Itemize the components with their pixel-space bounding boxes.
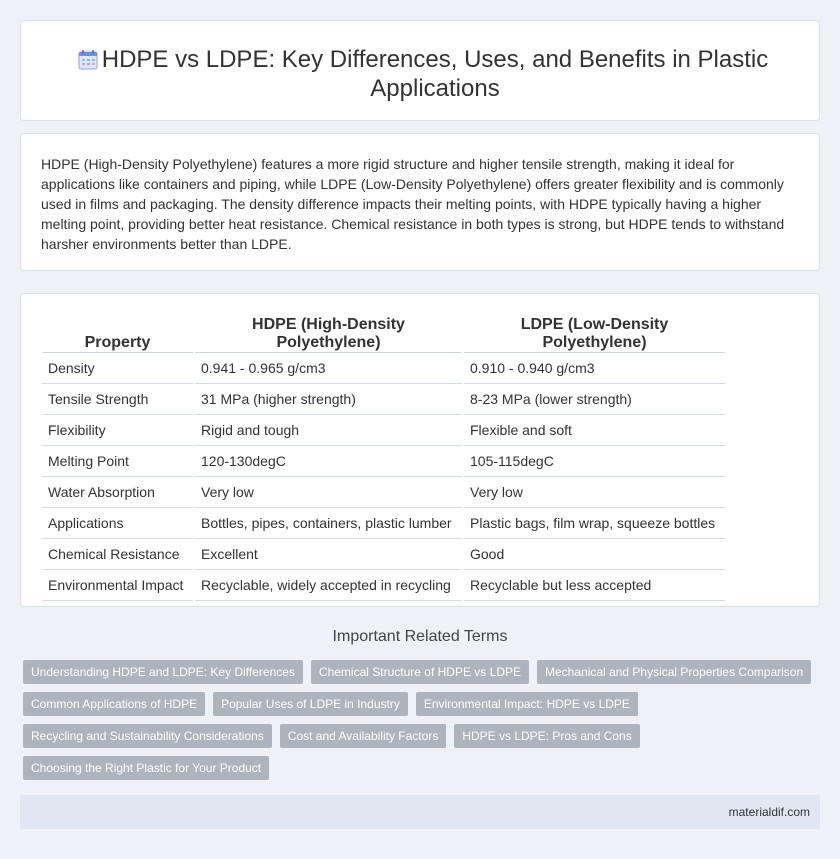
- summary-paragraph: HDPE (High-Density Polyethylene) features a more rigid structure and higher tensile strength, making it ideal for applications like containers and piping, while LDPE (Low-Density Polyethylene) offers greater flexibility and is commonly used in films and packaging. The density difference impacts their melting points, with HDPE typically having a higher melting point, providing better heat resistance. Chemical resistance in both types is strong, but HDPE tends to withstand harsher environments better than LDPE.: [41, 156, 785, 252]
- related-term-tag[interactable]: Common Applications of HDPE: [23, 692, 205, 716]
- table-row: [42, 384, 725, 415]
- hdpe-cell: 0.941 - 0.965 g/cm3: [194, 353, 463, 384]
- ldpe-cell: 105-115degC: [463, 446, 725, 477]
- ldpe-cell: Recyclable but less accepted: [463, 570, 725, 601]
- hdpe-cell: Excellent: [194, 539, 463, 570]
- summary-card: [20, 133, 820, 271]
- hdpe-cell: Very low: [194, 477, 463, 508]
- property-cell: Density: [42, 353, 194, 384]
- property-cell: Water Absorption: [42, 477, 194, 508]
- footer-site-name[interactable]: materialdif.com: [728, 805, 810, 819]
- hdpe-cell: 120-130degC: [194, 446, 463, 477]
- title-card: [20, 20, 820, 121]
- related-terms-heading: Important Related Terms: [332, 628, 508, 645]
- table-row: [42, 415, 725, 446]
- ldpe-cell: Flexible and soft: [463, 415, 725, 446]
- table-header-row: [42, 312, 725, 353]
- table-row: [42, 477, 725, 508]
- related-term-tag[interactable]: Popular Uses of LDPE in Industry: [213, 692, 408, 716]
- ldpe-cell: 0.910 - 0.940 g/cm3: [463, 353, 725, 384]
- property-cell: Melting Point: [42, 446, 194, 477]
- ldpe-cell: Very low: [463, 477, 725, 508]
- property-cell: Chemical Resistance: [42, 539, 194, 570]
- comparison-table-card: [20, 293, 820, 607]
- related-term-tag[interactable]: Environmental Impact: HDPE vs LDPE: [416, 692, 638, 716]
- related-term-tag[interactable]: Choosing the Right Plastic for Your Product: [23, 756, 269, 780]
- column-header-property: Property: [42, 312, 194, 353]
- table-row: [42, 446, 725, 477]
- hdpe-cell: Rigid and tough: [194, 415, 463, 446]
- related-term-tag[interactable]: Understanding HDPE and LDPE: Key Differences: [23, 660, 303, 684]
- related-term-tag[interactable]: Recycling and Sustainability Considerations: [23, 724, 272, 748]
- related-term-tag[interactable]: Cost and Availability Factors: [280, 724, 447, 748]
- related-term-tag[interactable]: Mechanical and Physical Properties Comparison: [537, 660, 811, 684]
- page-title: HDPE vs LDPE: Key Differences, Uses, and Benefits in Plastic Applications: [101, 46, 769, 102]
- hdpe-cell: Bottles, pipes, containers, plastic lumber: [194, 508, 463, 539]
- column-header-hdpe: HDPE (High-Density Polyethylene): [194, 312, 463, 353]
- related-term-tag[interactable]: HDPE vs LDPE: Pros and Cons: [454, 724, 639, 748]
- related-terms-list: [23, 660, 813, 780]
- footer: [20, 795, 820, 829]
- table-row: [42, 539, 725, 570]
- hdpe-cell: Recyclable, widely accepted in recycling: [194, 570, 463, 601]
- table-row: [42, 508, 725, 539]
- property-cell: Flexibility: [42, 415, 194, 446]
- property-cell: Tensile Strength: [42, 384, 194, 415]
- table-row: [42, 570, 725, 601]
- property-cell: Applications: [42, 508, 194, 539]
- related-term-tag[interactable]: Chemical Structure of HDPE vs LDPE: [311, 660, 529, 684]
- ldpe-cell: 8-23 MPa (lower strength): [463, 384, 725, 415]
- property-cell: Environmental Impact: [42, 570, 194, 601]
- ldpe-cell: Plastic bags, film wrap, squeeze bottles: [463, 508, 725, 539]
- comparison-table: [42, 312, 725, 601]
- hdpe-cell: 31 MPa (higher strength): [194, 384, 463, 415]
- ldpe-cell: Good: [463, 539, 725, 570]
- table-row: [42, 353, 725, 384]
- column-header-ldpe: LDPE (Low-Density Polyethylene): [463, 312, 725, 353]
